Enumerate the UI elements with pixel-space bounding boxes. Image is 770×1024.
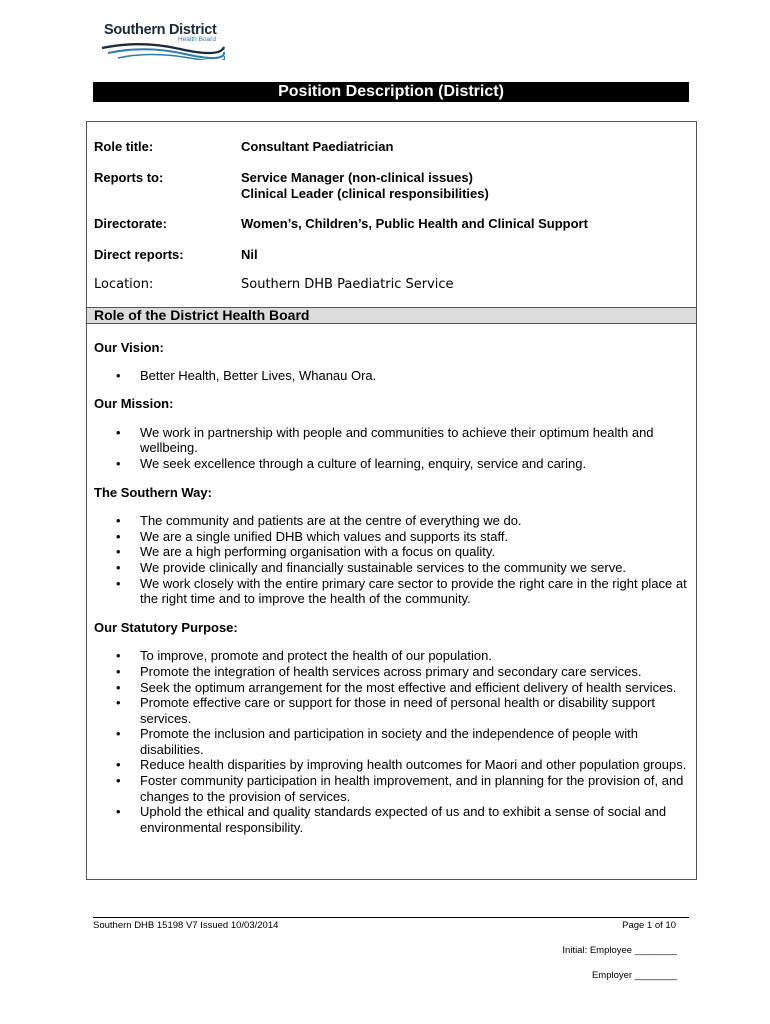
list-item: • Foster community participation in health improvement, and in planning for the provision of, and changes to the provision of services.	[94, 773, 689, 804]
position-box	[86, 121, 697, 880]
southern-way-heading: The Southern Way:	[94, 484, 212, 500]
list-item: • We are a high performing organisation with a focus on quality.	[94, 544, 689, 560]
logo-subtitle: Health Board	[178, 36, 216, 43]
direct-reports-value: Nil	[241, 247, 258, 262]
list-item: • The community and patients are at the centre of everything we do.	[94, 513, 689, 529]
statutory-list	[94, 648, 689, 835]
footer-page-number: Page 1 of 10	[622, 920, 676, 931]
section-heading: Role of the District Health Board	[87, 307, 696, 324]
reports-to-value-2: Clinical Leader (clinical responsibilities)	[241, 186, 489, 201]
statutory-heading: Our Statutory Purpose:	[94, 619, 238, 635]
list-item: • Uphold the ethical and quality standards expected of us and to exhibit a sense of social and environmental responsibility.	[94, 804, 689, 835]
list-item: • We are a single unified DHB which values and supports its staff.	[94, 529, 689, 545]
footer-doc-ref: Southern DHB 15198 V7 Issued 10/03/2014	[93, 920, 279, 931]
list-item: • Promote effective care or support for those in need of personal health or disability support services.	[94, 695, 689, 726]
southern-way-list	[94, 513, 689, 607]
list-item: • To improve, promote and protect the health of our population.	[94, 648, 689, 664]
footer-divider	[93, 917, 689, 918]
location-label: Location:	[94, 277, 154, 292]
reports-to-value-1: Service Manager (non-clinical issues)	[241, 170, 473, 185]
logo	[100, 20, 230, 62]
role-title-label: Role title:	[94, 139, 154, 154]
direct-reports-label: Direct reports:	[94, 247, 184, 262]
list-item: • Seek the optimum arrangement for the most effective and efficient delivery of health services.	[94, 680, 689, 696]
list-item: • We work in partnership with people and communities to achieve their optimum health and wellbeing.	[94, 425, 689, 456]
mission-list	[94, 425, 689, 472]
employer-initial: Employer ________	[591, 970, 677, 981]
initial-employee: Initial: Employee ________	[562, 945, 677, 956]
reports-to-label: Reports to:	[94, 170, 164, 185]
list-item: • Reduce health disparities by improving health outcomes for Maori and other population groups.	[94, 757, 689, 773]
logo-wave-icon	[100, 42, 225, 60]
page-title: Position Description (District)	[93, 82, 689, 102]
list-item: • We work closely with the entire primary care sector to provide the right care in the right place at the right time and to improve the health of the community.	[94, 576, 689, 607]
vision-list	[94, 368, 689, 384]
directorate-value: Women’s, Children’s, Public Health and Clinical Support	[241, 216, 588, 231]
logo-title: Southern District	[104, 22, 217, 38]
location-value: Southern DHB Paediatric Service	[241, 277, 454, 292]
mission-heading: Our Mission:	[94, 396, 174, 412]
role-title-value: Consultant Paediatrician	[241, 139, 394, 154]
list-item: • Promote the inclusion and participation in society and the independence of people with disabilities.	[94, 726, 689, 757]
list-item: • Better Health, Better Lives, Whanau Ora.	[94, 368, 689, 384]
list-item: • We seek excellence through a culture of learning, enquiry, service and caring.	[94, 456, 689, 472]
list-item: • Promote the integration of health services across primary and secondary care services.	[94, 664, 689, 680]
role-content	[94, 340, 689, 835]
directorate-label: Directorate:	[94, 216, 167, 231]
vision-heading: Our Vision:	[94, 340, 164, 355]
list-item: • We provide clinically and financially sustainable services to the community we serve.	[94, 560, 689, 576]
